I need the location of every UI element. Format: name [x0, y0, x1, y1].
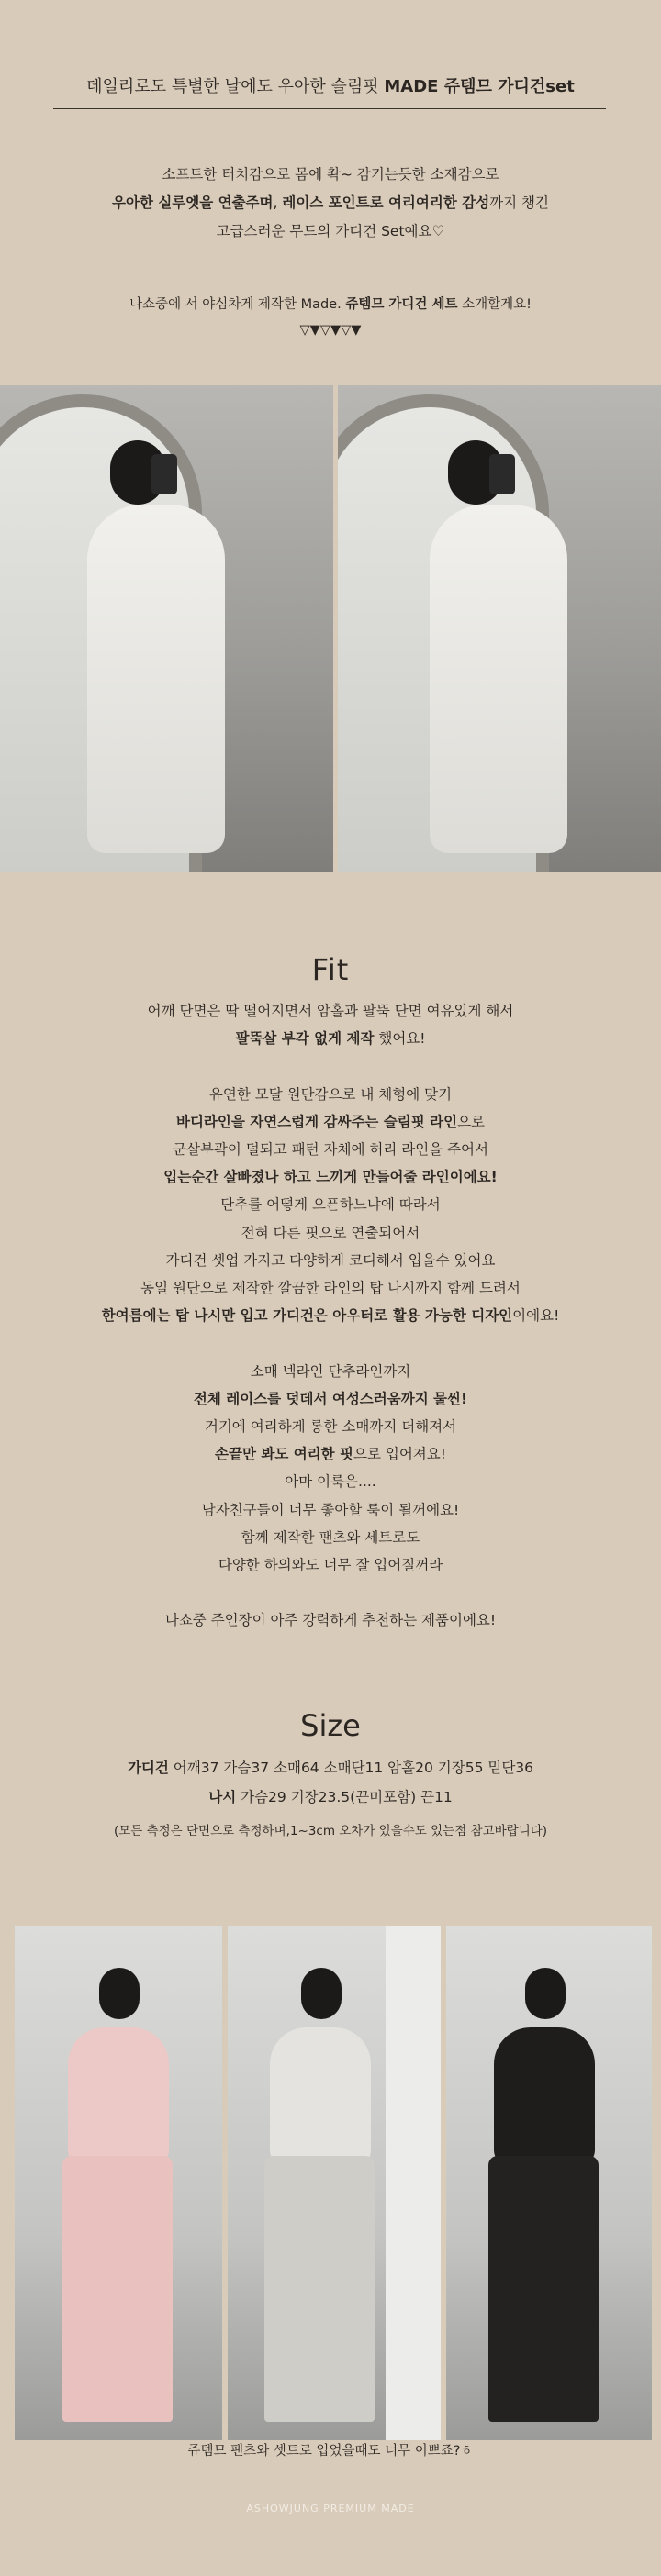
black-cardigan [494, 2027, 595, 2165]
model-photo-front [0, 385, 333, 872]
intro-line: 고급스러운 무드의 가디건 Set예요♡ [216, 223, 445, 239]
model-photo-side [338, 385, 661, 872]
grey-cardigan [270, 2027, 371, 2165]
arrow-glyphs: ▽▼▽▼▽▼ [299, 323, 362, 338]
model-photo-black [446, 1926, 652, 2440]
size-nasi: 나시 가슴29 기장23.5(끈미포함) 끈11 [208, 1789, 453, 1805]
fit-heading: Fit [311, 952, 350, 987]
phone-icon [489, 454, 515, 494]
size-heading: Size [300, 1708, 361, 1743]
header-title-text: 데일리로도 특별한 날에도 우아한 슬림핏 [86, 77, 385, 96]
brand-footer: ASHOWJUNG PREMIUM MADE [246, 2503, 415, 2515]
header-title-bold: MADE 쥬템므 가디건set [384, 77, 575, 96]
model-hair [99, 1968, 140, 2019]
grey-pants [264, 2156, 375, 2422]
made-intro [0, 292, 661, 343]
header-divider [53, 108, 606, 109]
size-cardigan: 가디건 어깨37 가슴37 소매64 소매단11 암홀20 기장55 밑단36 [127, 1760, 534, 1776]
black-pants [488, 2156, 599, 2422]
intro-line: 소프트한 터치감으로 몸에 촥~ 감기는듯한 소재감으로 [162, 166, 499, 183]
made-intro-text: 나쇼중에 서 야심차게 제작한 Made. 쥬템므 가디건 세트 소개할게요! [129, 297, 532, 312]
header-title [0, 73, 661, 97]
model-photo-grey [228, 1926, 441, 2440]
model-figure [87, 505, 225, 853]
photo-caption: 쥬템므 팬츠와 셋트로 입었을때도 너무 이쁘죠?ㅎ [187, 2444, 474, 2459]
model-photo-pink [15, 1926, 222, 2440]
size-note: (모든 측정은 단면으로 측정하며,1~3cm 오차가 있을수도 있는점 참고바랍니다) [113, 1824, 548, 1838]
fit-description: 어깨 단면은 딱 떨어지면서 암홀과 팔뚝 단면 여유있게 해서 팔뚝살 부각 없게 제작 했어요! 유연한 모달 원단감으로 내 체형에 맞기 바디라인을 자연스럽게 감싸주는 슬림핏 라인으로 군살부곽이 덜되고 패턴 자체에 허리 라인을 주어서 입는순간 살빠졌나 하고 느끼게 만들어줄 라인이에요! 단추를 어떻게 오픈하느냐에 따라서 전혀 다른 핏으로 연출되어서 가디건 셋업 가지고 다양하게 코디해서 입을수 있어요 동일 원단으로 제작한 깔끔한 라인의 탑 나시까지 함께 드려서 한여름에는 탑 나시만 입고 가디건은 아우터로 활용 가능한 디자인이에요! 소매 넥라인 단추라인까지 전체 레이스를 덧데서 여성스러움까지 물씬! 거기에 여리하게 롱한 소매까지 더해져서 손끝만 봐도 여리한 핏으로 입어져요! 아마 이룩은.... 남자친구들이 너무 좋아할 룩이 될꺼에요! 함께 제작한 팬츠와 세트로도 다양한 하의와도 너무 잘 입어질꺼라 나쇼중 주인장이 아주 강력하게 추천하는 제품이에요! [101, 1003, 560, 1629]
pink-cardigan [68, 2027, 169, 2165]
intro-text [0, 161, 661, 246]
phone-icon [151, 454, 177, 494]
model-figure [430, 505, 567, 853]
model-hair [301, 1968, 342, 2019]
pink-pants [62, 2156, 173, 2422]
model-hair [525, 1968, 566, 2019]
model-photo-row [0, 385, 661, 872]
intro-line: 우아한 실루엣을 연출주며, 레이스 포인트로 여리여리한 감성까지 챙긴 [112, 194, 549, 211]
wall-panel [386, 1926, 441, 2440]
color-photo-row [15, 1926, 652, 2440]
